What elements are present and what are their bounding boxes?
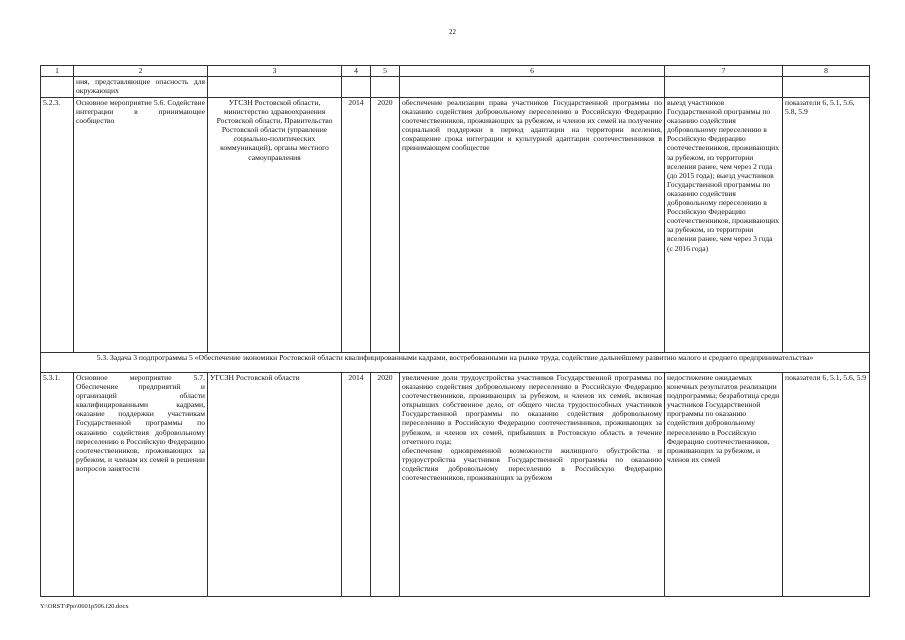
row-number: 5.2.3. xyxy=(41,98,74,353)
expected-result-part: увеличение доли трудоустройства участников Государственной программы по оказанию содействия добровольному переселению в Российскую Федерацию соотечественников, проживающих за рубежом, и членов их семей, включая открывших собственное дело, от общего числа трудоспособных участников Государственной программы по оказанию содействия добровольному переселению в Российскую Федерацию соотечественников, проживающих за рубежом, и членов их семей, прибывших в Ростовскую область в течение отчетного года; xyxy=(402,373,662,446)
task-row xyxy=(41,353,870,373)
header-row xyxy=(41,66,870,77)
indicators: показатели 6, 5.1, 5.6, 5.8, 5.9 xyxy=(783,98,870,353)
measures-table xyxy=(40,65,870,597)
header-cell: 6 xyxy=(400,66,665,77)
task-title: 5.3. Задача 3 подпрограммы 5 «Обеспечение экономики Ростовской области квалифицированными кадрами, востребованными на рынке труда, содействие дальнейшему развитию малого и среднего предпринимательства» xyxy=(41,353,870,373)
start-year: 2014 xyxy=(342,373,371,597)
end-year: 2020 xyxy=(371,98,400,353)
executor: УГСЗН Ростовской области, министерство здравоохранения Ростовской области, Правительство Ростовской области (управление социально-политических коммуникаций), органы местного самоуправления xyxy=(208,98,342,353)
footer-file-path: Y:\ORST\Ppo\0601p506.f20.docx xyxy=(40,603,129,610)
header-cell: 7 xyxy=(665,66,783,77)
header-cell: 3 xyxy=(208,66,342,77)
table-row xyxy=(41,373,870,597)
executor: УГСЗН Ростовской области xyxy=(208,373,342,597)
indicators: показатели 6, 5.1, 5.6, 5.9 xyxy=(783,373,870,597)
header-cell: 4 xyxy=(342,66,371,77)
expected-result: обеспечение реализации права участников Государственной программы по оказанию содействия добровольному переселению в Российскую Федерацию соотечественников, проживающих за рубежом, и членов их семей на получение социальной поддержки в период адаптации на территории вселения, сокращение срока интеграции и культурной адаптации соотечественников в принимающем сообществе xyxy=(400,98,665,353)
header-cell: 8 xyxy=(783,66,870,77)
expected-result-part: обеспечение одновременной возможности жилищного обустройства и трудоустройства участников Государственной программы по оказанию содействия добровольному переселению в Российскую Федерацию соотечественников, проживающих за рубежом xyxy=(402,445,662,483)
table-row xyxy=(41,98,870,353)
measure-name: Основное мероприятие 5.7. Обеспечение предприятий и организаций области квалифицированными кадрами, оказание поддержки участникам Государственной программы по оказанию содействия добровольному переселению в Российскую Федерацию соотечественников, проживающих за рубежом, и членам их семей в решении вопросов занятости xyxy=(74,373,208,597)
consequences: выезд участников Государственной программы по оказанию содействия добровольному переселению в Российскую Федерацию соотечественников, проживающих за рубежом, из территории вселения ранее, чем через 2 года (до 2015 года); выезд участников Государственной программы по оказанию содействия добровольному переселению в Российскую Федерацию соотечественников, проживающих за рубежом, из территории вселения ранее, чем через 3 года (с 2016 года) xyxy=(665,98,783,353)
row-number: 5.3.1. xyxy=(41,373,74,597)
expected-result xyxy=(400,373,665,597)
consequences: недостижение ожидаемых конечных результатов реализации подпрограммы; безработица среди участников Государственной программы по оказанию содействия добровольному переселению в Российскую Федерацию соотечественников, проживающих за рубежом, и членов их семей xyxy=(665,373,783,597)
measure-name-continued: ния, представляющие опасность для окружающих xyxy=(74,77,208,98)
table-row xyxy=(41,77,870,98)
end-year: 2020 xyxy=(371,373,400,597)
start-year: 2014 xyxy=(342,98,371,353)
measure-name: Основное мероприятие 5.6. Содействие интеграции в принимающее сообщество xyxy=(74,98,208,353)
header-cell: 2 xyxy=(74,66,208,77)
header-cell: 5 xyxy=(371,66,400,77)
header-cell: 1 xyxy=(41,66,74,77)
page-number: 22 xyxy=(449,28,456,36)
